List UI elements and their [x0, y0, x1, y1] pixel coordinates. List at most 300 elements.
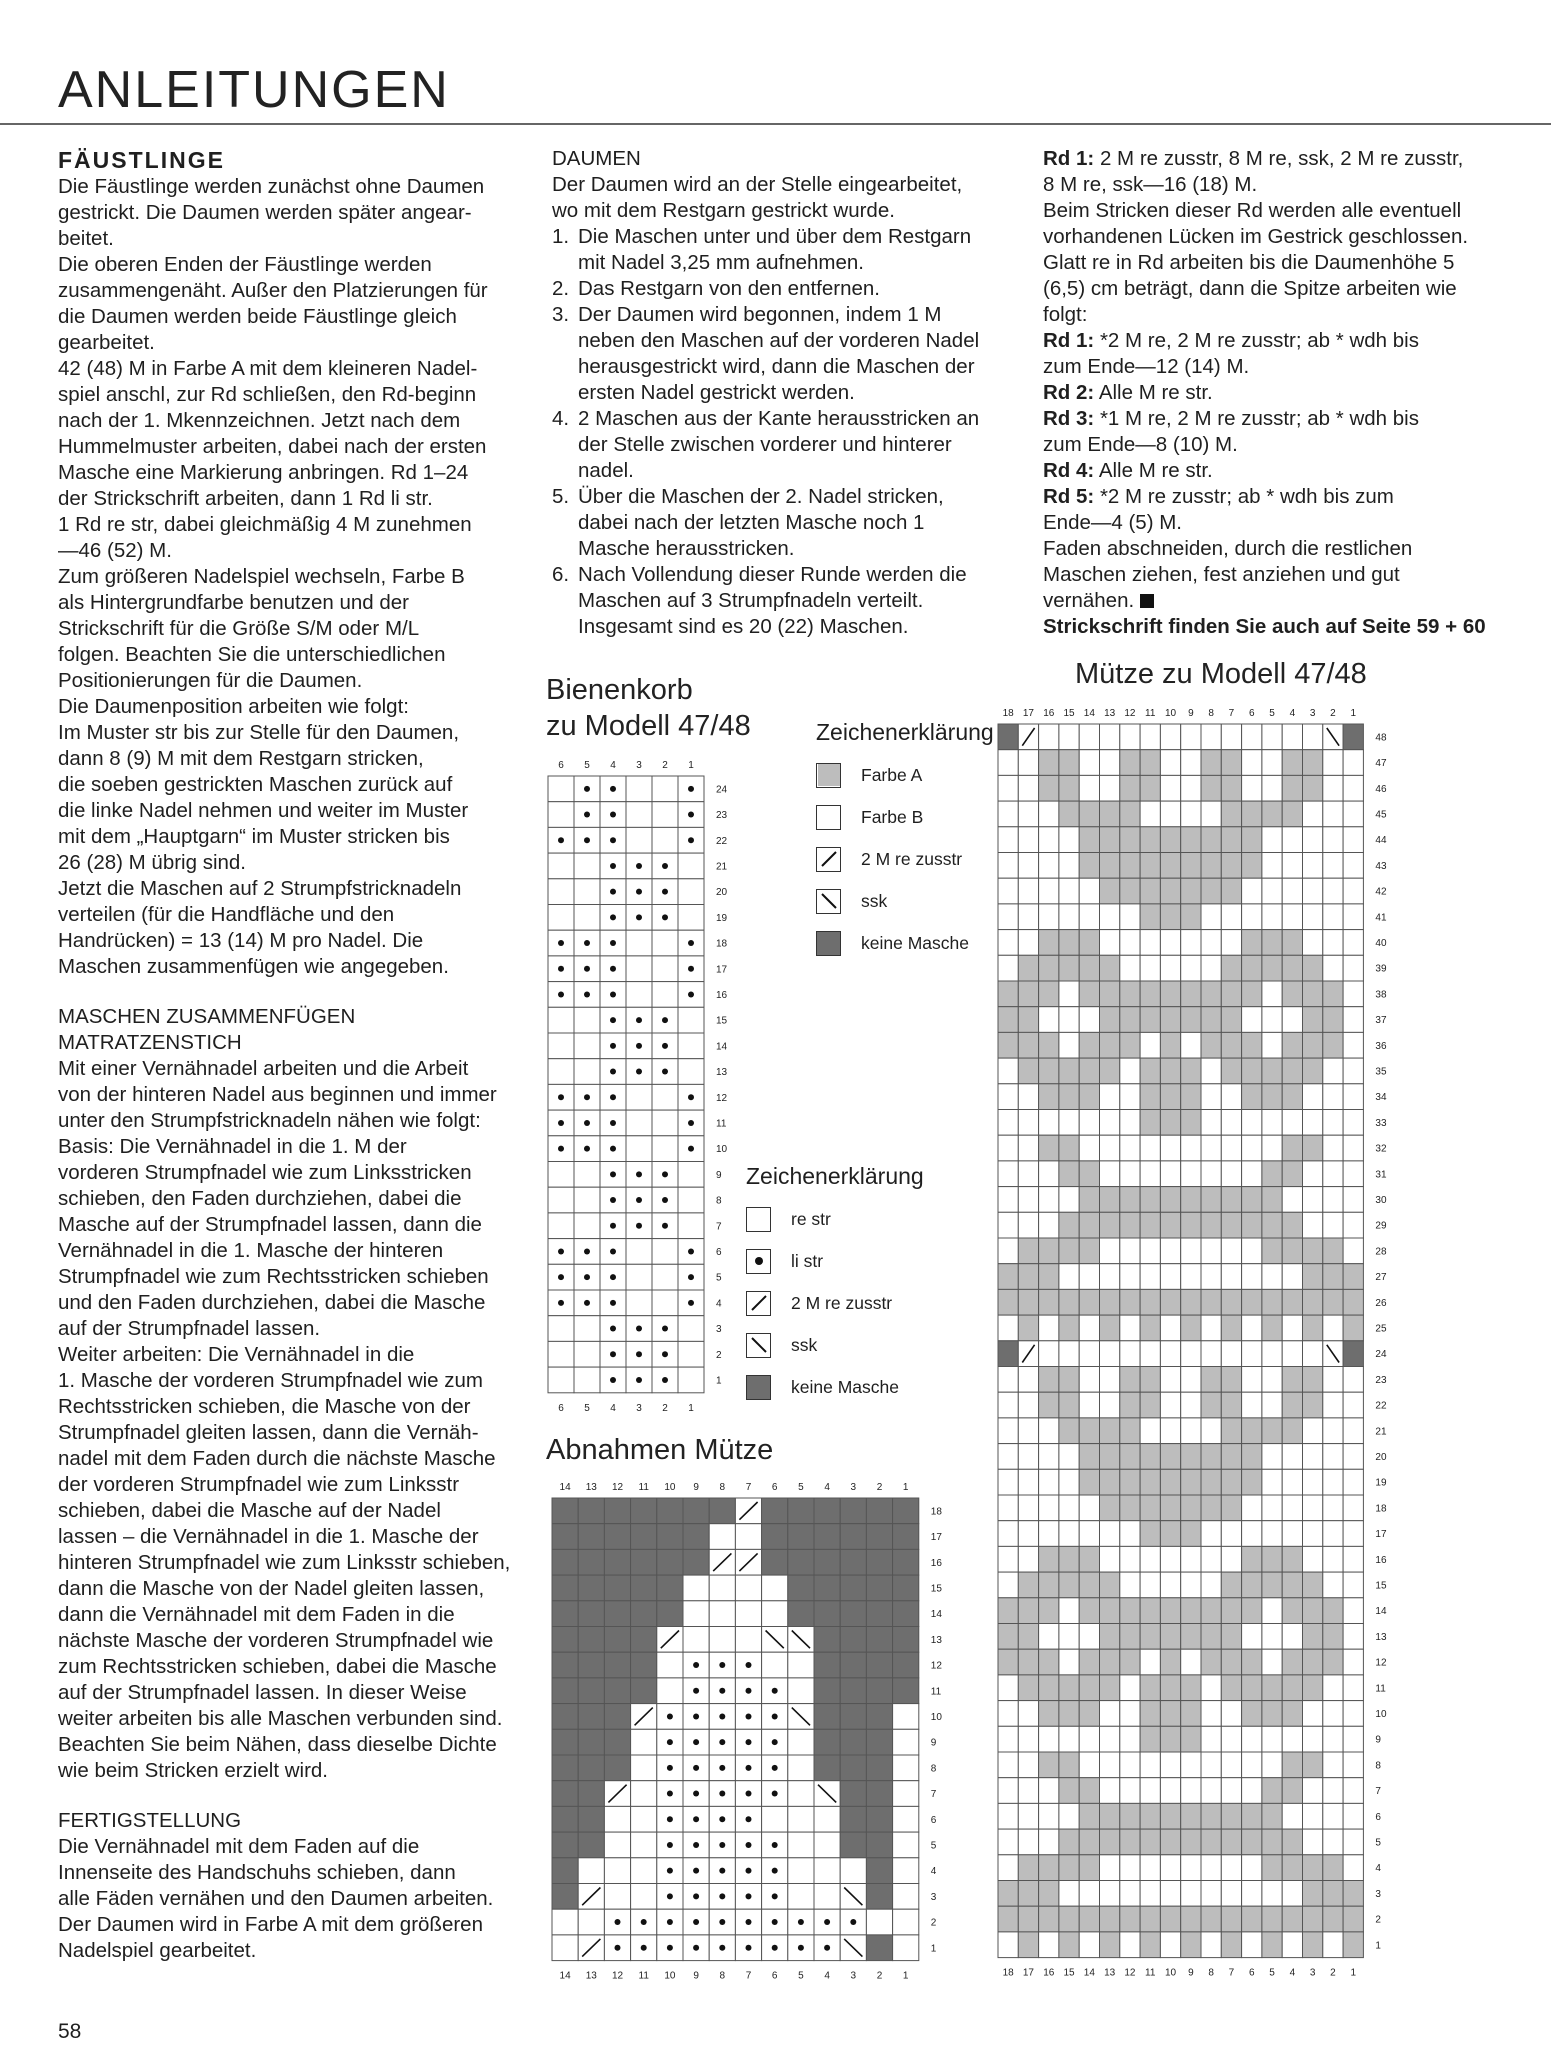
bienenkorb-purl-mark	[558, 991, 564, 997]
muetze-cell	[1262, 724, 1282, 750]
abnahmen-cell	[893, 1627, 919, 1653]
text-line: folgt:	[1043, 303, 1088, 326]
abnahmen-purl-mark	[850, 1919, 856, 1925]
muetze-cell	[1201, 1598, 1221, 1624]
text-line: —46 (52) M.	[58, 539, 172, 562]
muetze-cell	[1181, 1675, 1201, 1701]
muetze-cell	[1120, 1495, 1140, 1521]
muetze-cell	[1059, 904, 1079, 930]
muetze-cell	[1242, 1624, 1262, 1650]
bienenkorb-cell	[574, 930, 600, 956]
muetze-cell	[1079, 1238, 1099, 1264]
bienenkorb-cell	[626, 879, 652, 905]
bienenkorb-cell	[626, 1162, 652, 1188]
abnahmen-cell	[631, 1601, 657, 1627]
muetze-cell	[1242, 853, 1262, 879]
muetze-cell	[1059, 1932, 1079, 1958]
bienenkorb-cell	[652, 1341, 678, 1367]
muetze-cell	[998, 1752, 1018, 1778]
bienenkorb-cell	[600, 1213, 626, 1239]
abnahmen-cell	[814, 1678, 840, 1704]
abnahmen-cell	[552, 1601, 578, 1627]
muetze-cell	[1343, 1881, 1363, 1907]
abnahmen-cell	[893, 1601, 919, 1627]
muetze-cell	[1181, 775, 1201, 801]
muetze-cell	[1059, 1444, 1079, 1470]
abnahmen-col-label: 9	[693, 1482, 699, 1493]
abnahmen-cell	[866, 1832, 892, 1858]
bienenkorb-cell	[626, 1316, 652, 1342]
abnahmen-cell	[762, 1652, 788, 1678]
abnahmen-purl-mark	[693, 1765, 699, 1771]
muetze-cell	[1221, 1341, 1241, 1367]
muetze-cell	[1079, 1187, 1099, 1213]
muetze-cell	[1059, 1495, 1079, 1521]
muetze-cell	[1160, 1881, 1180, 1907]
muetze-cell	[1120, 1521, 1140, 1547]
muetze-cell	[1039, 1418, 1059, 1444]
bienenkorb-col-label: 4	[610, 760, 616, 771]
muetze-cell	[1039, 801, 1059, 827]
muetze-cell	[1343, 1906, 1363, 1932]
bienenkorb-cell	[548, 802, 574, 828]
abnahmen-row-label: 10	[930, 1711, 942, 1723]
muetze-cell	[1059, 1803, 1079, 1829]
abnahmen-cell	[840, 1909, 866, 1935]
muetze-cell	[1343, 1572, 1363, 1598]
abnahmen-cell	[552, 1858, 578, 1884]
muetze-cell	[1140, 1469, 1160, 1495]
muetze-cell	[1079, 1701, 1099, 1727]
muetze-cell	[1323, 750, 1343, 776]
muetze-cell	[1160, 1212, 1180, 1238]
muetze-cell	[1181, 827, 1201, 853]
abnahmen-col-label: 14	[559, 1970, 571, 1982]
abnahmen-cell	[709, 1627, 735, 1653]
text-line: auf der Strumpfnadel lassen.	[58, 1317, 321, 1340]
bienenkorb-cell	[548, 853, 574, 879]
bienenkorb-cell	[574, 802, 600, 828]
muetze-cell	[1303, 1855, 1323, 1881]
section-heading-faeustlinge: FÄUSTLINGE	[58, 147, 225, 173]
abnahmen-cell	[762, 1755, 788, 1781]
muetze-cell	[1120, 1649, 1140, 1675]
r3-line: Rd 3: *1 M re, 2 M re zusstr; ab * wdh bis	[1043, 407, 1419, 430]
abnahmen-cell	[814, 1755, 840, 1781]
legend-item	[746, 1198, 924, 1240]
muetze-cell	[1201, 1649, 1221, 1675]
muetze-cell	[1160, 724, 1180, 750]
bienenkorb-purl-mark	[688, 1120, 694, 1126]
muetze-cell	[1343, 1187, 1363, 1213]
bienenkorb-cell	[574, 1162, 600, 1188]
abnahmen-cell	[657, 1858, 683, 1884]
daumen-intro	[552, 172, 1022, 224]
abnahmen-purl-mark	[693, 1688, 699, 1694]
abnahmen-purl-mark	[667, 1791, 673, 1797]
daumen-step	[552, 224, 1022, 276]
muetze-cell	[1039, 1444, 1059, 1470]
text-line: die linke Nadel nehmen und weiter im Muster	[58, 799, 469, 822]
muetze-cell	[1059, 1135, 1079, 1161]
muetze-cell	[1262, 1058, 1282, 1084]
muetze-cell	[1221, 1906, 1241, 1932]
muetze-cell	[1160, 1701, 1180, 1727]
muetze-cell	[1343, 1469, 1363, 1495]
text-line: dann 8 (9) M mit dem Restgarn stricken,	[58, 747, 424, 770]
text-line: Im Muster str bis zur Stelle für den Daumen,	[58, 721, 460, 744]
text-line: Die Fäustlinge werden zunächst ohne Daumen	[58, 175, 485, 198]
muetze-cell	[1201, 1726, 1221, 1752]
bienenkorb-purl-mark	[636, 1017, 642, 1023]
muetze-ssk-mark	[1327, 728, 1339, 746]
muetze-col-label: 9	[1188, 708, 1194, 719]
muetze-cell	[1120, 1238, 1140, 1264]
bienenkorb-cell	[652, 1367, 678, 1393]
text-line: die Daumen werden beide Fäustlinge gleich	[58, 305, 457, 328]
muetze-cell	[1100, 1444, 1120, 1470]
muetze-cell	[1100, 1701, 1120, 1727]
text-line: hinteren Strumpfnadel wie zum Linksstr schieben,	[58, 1551, 511, 1574]
muetze-cell	[1201, 1110, 1221, 1136]
muetze-cell	[1181, 1161, 1201, 1187]
muetze-cell	[1120, 1058, 1140, 1084]
step-text: nadel.	[578, 459, 634, 482]
muetze-cell	[1262, 1598, 1282, 1624]
text-line: Strumpfnadel gleiten lassen, dann die Vernäh-	[58, 1421, 479, 1444]
muetze-cell	[1303, 801, 1323, 827]
muetze-cell	[1282, 724, 1302, 750]
bienenkorb-purl-mark	[610, 1043, 616, 1049]
muetze-cell	[1140, 981, 1160, 1007]
text-line: gearbeitet.	[58, 331, 155, 354]
muetze-cell	[1059, 1881, 1079, 1907]
abnahmen-cell	[604, 1652, 630, 1678]
daumen-para	[1043, 198, 1513, 328]
bienenkorb-cell	[600, 1264, 626, 1290]
abnahmen-cell	[709, 1729, 735, 1755]
abnahmen-cell	[552, 1652, 578, 1678]
muetze-cell	[1303, 1238, 1323, 1264]
muetze-cell	[1018, 1161, 1038, 1187]
muetze-cell	[998, 724, 1018, 750]
bienenkorb-purl-mark	[584, 1120, 590, 1126]
muetze-cell	[1059, 878, 1079, 904]
step-text: Die Maschen unter und über dem Restgarn	[578, 225, 972, 248]
abnahmen-cell	[657, 1549, 683, 1575]
abnahmen-cell	[657, 1755, 683, 1781]
bienenkorb-purl-mark	[558, 837, 564, 843]
muetze-cell	[1018, 1546, 1038, 1572]
abnahmen-cell	[788, 1858, 814, 1884]
muetze-cell	[998, 1367, 1018, 1393]
muetze-cell	[1221, 1289, 1241, 1315]
abnahmen-col-label: 4	[824, 1482, 830, 1493]
muetze-cell	[1343, 981, 1363, 1007]
legend-item	[816, 796, 994, 838]
muetze-row-label: 20	[1375, 1451, 1387, 1463]
abnahmen-cell	[709, 1524, 735, 1550]
muetze-cell	[1262, 1881, 1282, 1907]
muetze-cell	[1221, 1932, 1241, 1958]
fertigstellung-text	[58, 1834, 513, 1964]
abnahmen-purl-mark	[641, 1945, 647, 1951]
muetze-cell	[1100, 1315, 1120, 1341]
muetze-cell	[1323, 1572, 1343, 1598]
abnahmen-cell	[604, 1524, 630, 1550]
text-line: der vorderen Strumpfnadel wie zum Linksstr	[58, 1473, 460, 1496]
abnahmen-cell	[709, 1909, 735, 1935]
muetze-cell	[1079, 930, 1099, 956]
muetze-cell	[998, 930, 1018, 956]
muetze-cell	[1262, 1032, 1282, 1058]
muetze-col-label: 10	[1164, 708, 1177, 719]
abnahmen-cell	[840, 1524, 866, 1550]
muetze-cell	[1262, 1187, 1282, 1213]
muetze-cell	[1140, 1521, 1160, 1547]
muetze-cell	[1140, 1752, 1160, 1778]
abnahmen-cell	[631, 1498, 657, 1524]
abnahmen-cell	[657, 1652, 683, 1678]
muetze-cell	[1262, 1726, 1282, 1752]
muetze-cell	[1262, 1752, 1282, 1778]
abnahmen-cell	[683, 1524, 709, 1550]
muetze-row-label: 31	[1375, 1169, 1387, 1181]
page-title: ANLEITUNGEN	[58, 61, 450, 119]
muetze-cell	[1201, 1135, 1221, 1161]
muetze-row-label: 22	[1375, 1400, 1387, 1412]
rd1-line: Rd 1: 2 M re zusstr, 8 M re, ssk, 2 M re zusstr,	[1043, 147, 1464, 170]
muetze-cell	[998, 1469, 1018, 1495]
bienenkorb-cell	[626, 1341, 652, 1367]
muetze-cell	[1323, 1238, 1343, 1264]
text-line: Strickschrift für die Größe S/M oder M/L	[58, 617, 420, 640]
muetze-cell	[1323, 1212, 1343, 1238]
bienenkorb-purl-mark	[610, 914, 616, 920]
bienenkorb-purl-mark	[610, 837, 616, 843]
muetze-row-label: 19	[1375, 1477, 1387, 1489]
abnahmen-cell	[840, 1575, 866, 1601]
muetze-cell	[1343, 1084, 1363, 1110]
abnahmen-cell	[814, 1627, 840, 1653]
muetze-cell	[1160, 1187, 1180, 1213]
muetze-cell	[1282, 930, 1302, 956]
abnahmen-cell	[735, 1806, 761, 1832]
muetze-cell	[1221, 1701, 1241, 1727]
muetze-cell	[998, 853, 1018, 879]
text-line: zusammengenäht. Außer den Platzierungen für	[58, 279, 488, 302]
bienenkorb-cell	[548, 1264, 574, 1290]
r1-cont: zum Ende—12 (14) M.	[1043, 355, 1250, 378]
muetze-cell	[1160, 801, 1180, 827]
bienenkorb-cell	[574, 827, 600, 853]
muetze-cell	[1343, 955, 1363, 981]
muetze-cell	[1140, 1032, 1160, 1058]
abnahmen-ssk-mark	[818, 1785, 836, 1803]
muetze-cell	[1282, 853, 1302, 879]
muetze-cell	[1262, 1803, 1282, 1829]
muetze-cell	[1059, 1161, 1079, 1187]
abnahmen-cell	[552, 1575, 578, 1601]
text-line: 42 (48) M in Farbe A mit dem kleineren Nadel-	[58, 357, 478, 380]
muetze-cell	[1059, 827, 1079, 853]
abnahmen-cell	[578, 1627, 604, 1653]
muetze-cell	[1262, 955, 1282, 981]
bienenkorb-cell	[574, 1007, 600, 1033]
legend-label: ssk	[791, 1334, 818, 1355]
bienenkorb-cell	[548, 1341, 574, 1367]
bienenkorb-row-label: 22	[716, 835, 728, 847]
legend-item	[746, 1282, 924, 1324]
muetze-row-label: 1	[1375, 1940, 1381, 1952]
muetze-cell	[998, 1546, 1018, 1572]
muetze-cell	[1262, 827, 1282, 853]
abnahmen-cell	[578, 1909, 604, 1935]
muetze-cell	[1201, 1469, 1221, 1495]
abnahmen-purl-mark	[667, 1842, 673, 1848]
muetze-cell	[1160, 1135, 1180, 1161]
abnahmen-cell	[657, 1935, 683, 1961]
muetze-cell	[1201, 1238, 1221, 1264]
abnahmen-purl-mark	[667, 1816, 673, 1822]
muetze-row-label: 24	[1375, 1349, 1387, 1361]
abnahmen-purl-mark	[746, 1713, 752, 1719]
muetze-col-label: 12	[1124, 1967, 1136, 1979]
bienenkorb-col-label: 6	[558, 1402, 564, 1414]
abnahmen-cell	[709, 1806, 735, 1832]
muetze-cell	[1181, 1110, 1201, 1136]
abnahmen-cell	[657, 1575, 683, 1601]
abnahmen-cell	[840, 1884, 866, 1910]
muetze-cell	[1160, 1110, 1180, 1136]
muetze-cell	[1181, 1906, 1201, 1932]
abnahmen-cell	[604, 1781, 630, 1807]
muetze-cell	[1120, 1778, 1140, 1804]
abnahmen-cell	[788, 1729, 814, 1755]
muetze-cell	[1282, 801, 1302, 827]
muetze-cell	[1201, 1367, 1221, 1393]
abnahmen-purl-mark	[719, 1842, 725, 1848]
abnahmen-cell	[552, 1498, 578, 1524]
muetze-cell	[1059, 1598, 1079, 1624]
abnahmen-cell	[814, 1858, 840, 1884]
bienenkorb-row-label: 19	[716, 912, 728, 924]
muetze-col-label: 18	[1002, 1967, 1014, 1979]
muetze-cell	[1323, 1367, 1343, 1393]
muetze-row-label: 41	[1375, 912, 1387, 924]
bienenkorb-cell	[678, 1136, 704, 1162]
muetze-col-label: 11	[1145, 1967, 1156, 1979]
muetze-cell	[1181, 1624, 1201, 1650]
bienenkorb-cell	[678, 776, 704, 802]
muetze-cell	[1262, 1932, 1282, 1958]
muetze-cell	[1201, 904, 1221, 930]
abnahmen-cell	[683, 1549, 709, 1575]
muetze-col-label: 3	[1309, 1967, 1316, 1979]
muetze-cell	[1221, 1032, 1241, 1058]
muetze-cell	[1303, 775, 1323, 801]
abnahmen-cell	[604, 1832, 630, 1858]
bienenkorb-purl-mark	[688, 1300, 694, 1306]
muetze-col-label: 16	[1043, 708, 1055, 719]
bienenkorb-cell	[548, 1162, 574, 1188]
muetze-cell	[1079, 1829, 1099, 1855]
muetze-cell	[998, 904, 1018, 930]
muetze-cell	[1323, 1675, 1343, 1701]
muetze-cell	[1120, 1187, 1140, 1213]
bienenkorb-cell	[548, 776, 574, 802]
abnahmen-purl-mark	[746, 1662, 752, 1668]
abnahmen-col-label: 5	[798, 1970, 804, 1982]
bienenkorb-purl-mark	[584, 837, 590, 843]
muetze-cell	[998, 878, 1018, 904]
muetze-cell	[1343, 1803, 1363, 1829]
muetze-col-label: 11	[1145, 708, 1156, 719]
text-line: Nadelspiel gearbeitet.	[58, 1939, 257, 1962]
abnahmen-cell	[552, 1909, 578, 1935]
muetze-cell	[1160, 1264, 1180, 1290]
muetze-cell	[1079, 1264, 1099, 1290]
bienenkorb-cell	[600, 776, 626, 802]
bienenkorb-cell	[600, 930, 626, 956]
muetze-cell	[1181, 1649, 1201, 1675]
muetze-cell	[1039, 1855, 1059, 1881]
muetze-cell	[998, 1187, 1018, 1213]
muetze-cell	[1059, 1315, 1079, 1341]
section-heading-maschen: MASCHEN ZUSAMMENFÜGEN	[58, 1005, 356, 1028]
muetze-cell	[1323, 1701, 1343, 1727]
abnahmen-cell	[735, 1549, 761, 1575]
muetze-cell	[1201, 930, 1221, 956]
muetze-cell	[1100, 724, 1120, 750]
ssk-icon	[746, 1333, 771, 1358]
abnahmen-cell	[762, 1601, 788, 1627]
muetze-cell	[1262, 1829, 1282, 1855]
muetze-cell	[1018, 1778, 1038, 1804]
muetze-cell	[1343, 1675, 1363, 1701]
bienenkorb-purl-mark	[584, 991, 590, 997]
abnahmen-cell	[893, 1678, 919, 1704]
bienenkorb-cell	[652, 853, 678, 879]
muetze-cell	[1242, 1649, 1262, 1675]
muetze-cell	[1201, 981, 1221, 1007]
abnahmen-row-label: 17	[930, 1532, 942, 1544]
abnahmen-k2tog-mark	[661, 1631, 679, 1649]
muetze-cell	[1343, 1546, 1363, 1572]
abnahmen-cell	[552, 1755, 578, 1781]
muetze-cell	[1221, 1675, 1241, 1701]
abnahmen-purl-mark	[693, 1893, 699, 1899]
abnahmen-cell	[866, 1755, 892, 1781]
muetze-cell	[1140, 1546, 1160, 1572]
muetze-cell	[1282, 1212, 1302, 1238]
muetze-cell	[1160, 981, 1180, 1007]
abnahmen-cell	[735, 1627, 761, 1653]
muetze-cell	[1100, 1649, 1120, 1675]
abnahmen-purl-mark	[641, 1919, 647, 1925]
legend-label: 2 M re zusstr	[791, 1292, 893, 1313]
abnahmen-cell	[840, 1498, 866, 1524]
muetze-cell	[1079, 827, 1099, 853]
muetze-row-label: 7	[1375, 1786, 1381, 1798]
muetze-cell	[1018, 1598, 1038, 1624]
text-line: Mit einer Vernähnadel arbeiten und die Arbeit	[58, 1057, 469, 1080]
muetze-cell	[1140, 1135, 1160, 1161]
muetze-cell	[998, 775, 1018, 801]
bienenkorb-purl-mark	[636, 1197, 642, 1203]
abnahmen-cell	[552, 1524, 578, 1550]
muetze-cell	[1282, 1701, 1302, 1727]
